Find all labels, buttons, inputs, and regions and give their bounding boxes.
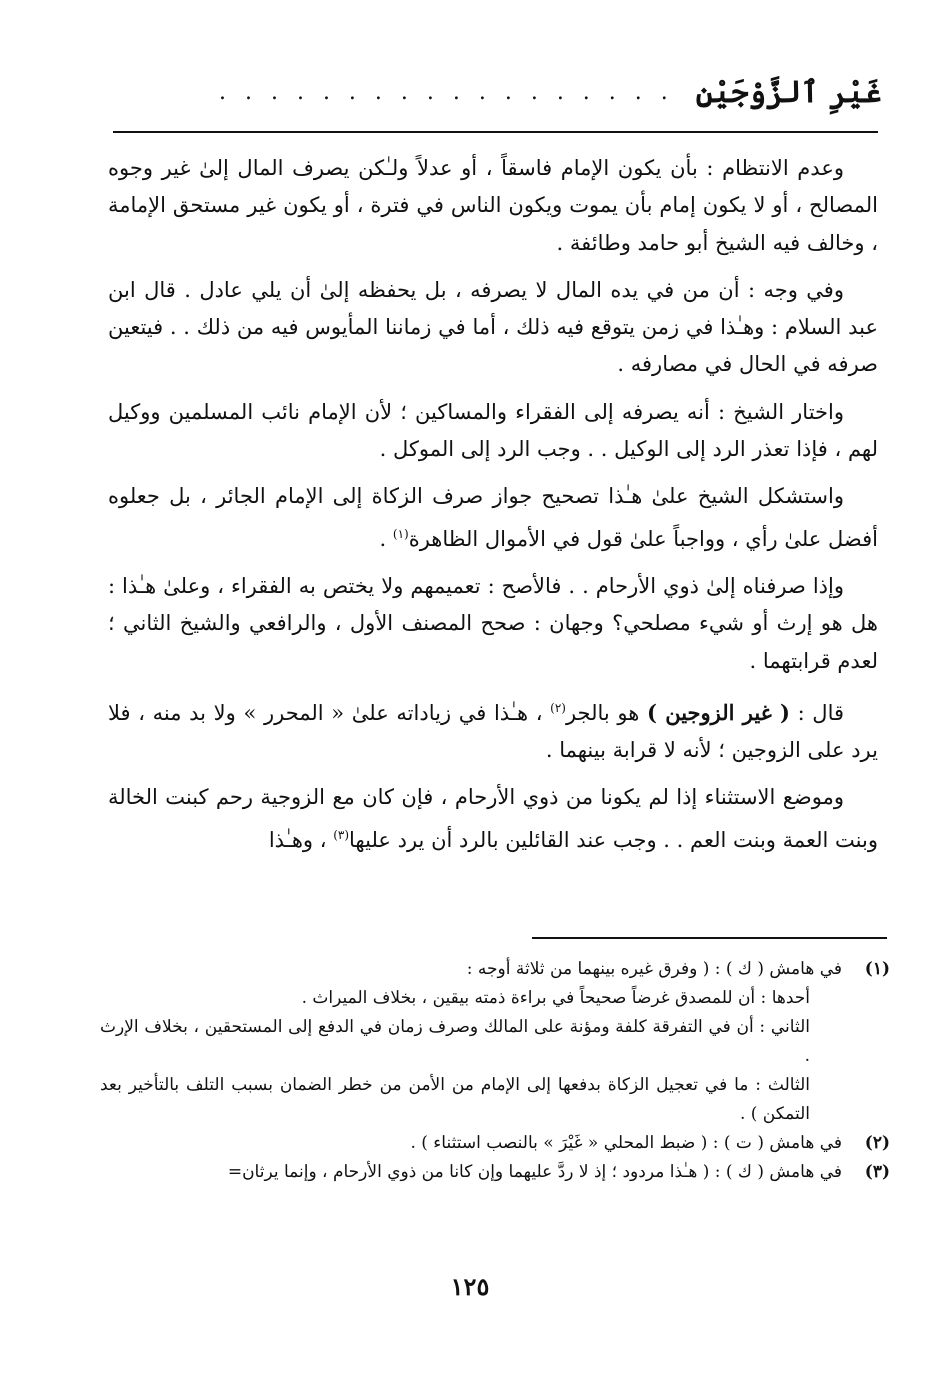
paragraph-6 — [108, 690, 878, 770]
header-title: غَيْرِ ٱلزَّوْجَيْنِ — [695, 74, 882, 110]
footnote-1-first: أحدها : أن للمصدق غرضاً صحيحاً في براءة ذمته بيقين ، بخلاف الميراث . — [301, 988, 810, 1008]
paragraph-4-end: . — [379, 526, 393, 551]
footnote-1 — [100, 955, 890, 984]
paragraph-1: وعدم الانتظام : بأن يكون الإمام فاسقاً ، أو عدلاً ولـٰكن يصرف المال إلىٰ غير وجوه المصالح ، أو لا يكون إمام بأن يموت ويكون الناس في فترة ، أو يكون غير مستحق الإمامة ، وخالف فيه الشيخ أبو حامد وطائفة . — [108, 156, 878, 255]
paragraph-6-end: ، هـٰذا في زياداته علىٰ « المحرر » ولا بد منه ، فلا يرد على الزوجين ؛ لأنه لا قرابة بينهما . — [108, 700, 878, 763]
footnote-ref-3[interactable]: (٣) — [333, 827, 350, 842]
header-dots: . . . . . . . . . . . . . . . . . . — [219, 79, 674, 105]
footnote-ref-2[interactable]: (٢) — [550, 700, 566, 715]
paragraph-6-start: قال : — [789, 700, 845, 725]
paragraph-4 — [108, 478, 878, 558]
footnotes — [100, 955, 890, 1187]
footnote-2-number: (٢) — [864, 1133, 890, 1153]
paragraph-6-mid: هو بالجر — [565, 700, 647, 725]
header-rule — [113, 131, 878, 133]
footnote-2-text: في هامش ( ت ) : ( ضبط المحلي « غَيْرَ » بالنصب استثناء ) . — [410, 1133, 842, 1153]
running-header — [67, 70, 882, 114]
footnote-ref-1[interactable]: (١) — [392, 526, 409, 541]
footnote-1-number: (١) — [864, 959, 890, 979]
footnote-2 — [100, 1129, 890, 1158]
paragraph-7-text: وموضع الاستثناء إذا لم يكونا من ذوي الأرحام ، فإن كان مع الزوجية رحم كبنت الخالة وبنت العمة وبنت العم . . وجب عند القائلين بالرد أن يرد عليها — [108, 785, 878, 852]
paragraph-7 — [108, 779, 878, 859]
page-number: ١٢٥ — [450, 1272, 490, 1301]
footnote-3 — [100, 1158, 890, 1187]
paragraph-4-text: واستشكل الشيخ علىٰ هـٰذا تصحيح جواز صرف الزكاة إلى الإمام الجائر ، بل جعلوه أفضل علىٰ رأي ، وواجباً علىٰ قول في الأموال الظاهرة — [108, 484, 878, 551]
paragraph-7-end: ، وهـٰذا — [268, 827, 334, 852]
footnote-rule — [532, 937, 887, 939]
paragraph-5: وإذا صرفناه إلىٰ ذوي الأرحام . . فالأصح : تعميمهم ولا يختص به الفقراء ، وعلىٰ هـٰذا : هل هو إرث أو شيء مصلحي؟ وجهان : صحح المصنف الأول ، والرافعي والشيخ الثاني ؛ لعدم قرابتهما . — [108, 573, 878, 673]
footnote-1-text: في هامش ( ك ) : ( وفرق غيره بينهما من ثلاثة أوجه : — [466, 959, 842, 979]
paragraph-3: واختار الشيخ : أنه يصرفه إلى الفقراء والمساكين ؛ لأن الإمام نائب المسلمين ووكيل لهم ، فإذا تعذر الرد إلى الوكيل . . وجب الرد إلى الموكل . — [108, 399, 878, 462]
paragraph-2: وفي وجه : أن من في يده المال لا يصرفه ، بل يحفظه إلىٰ أن يلي عادل . قال ابن عبد السلام : وهـٰذا في زمن يتوقع فيه ذلك ، أما في زماننا المأيوس فيه من ذلك . . فيتعين صرفه في الحال في مصارفه . — [108, 277, 878, 377]
footnote-1-third: الثالث : ما في تعجيل الزكاة بدفعها إلى الإمام من الأمن من خطر الضمان بسبب التلف بالتأخير بعد التمكن ) . — [100, 1075, 810, 1124]
footnote-1-second: الثاني : أن في التفرقة كلفة ومؤنة على المالك وصرف زمان في الدفع إلى المستحقين ، بخلاف الإرث . — [100, 1017, 810, 1066]
footnote-3-number: (٣) — [864, 1162, 890, 1182]
main-text — [108, 150, 878, 869]
quoted-matn: ( غير الزوجين ) — [647, 699, 790, 725]
footnote-3-text: في هامش ( ك ) : ( هـٰذا مردود ؛ إذ لا ردَّ عليهما وإن كانا من ذوي الأرحام ، وإنما يرثان= — [227, 1162, 842, 1182]
